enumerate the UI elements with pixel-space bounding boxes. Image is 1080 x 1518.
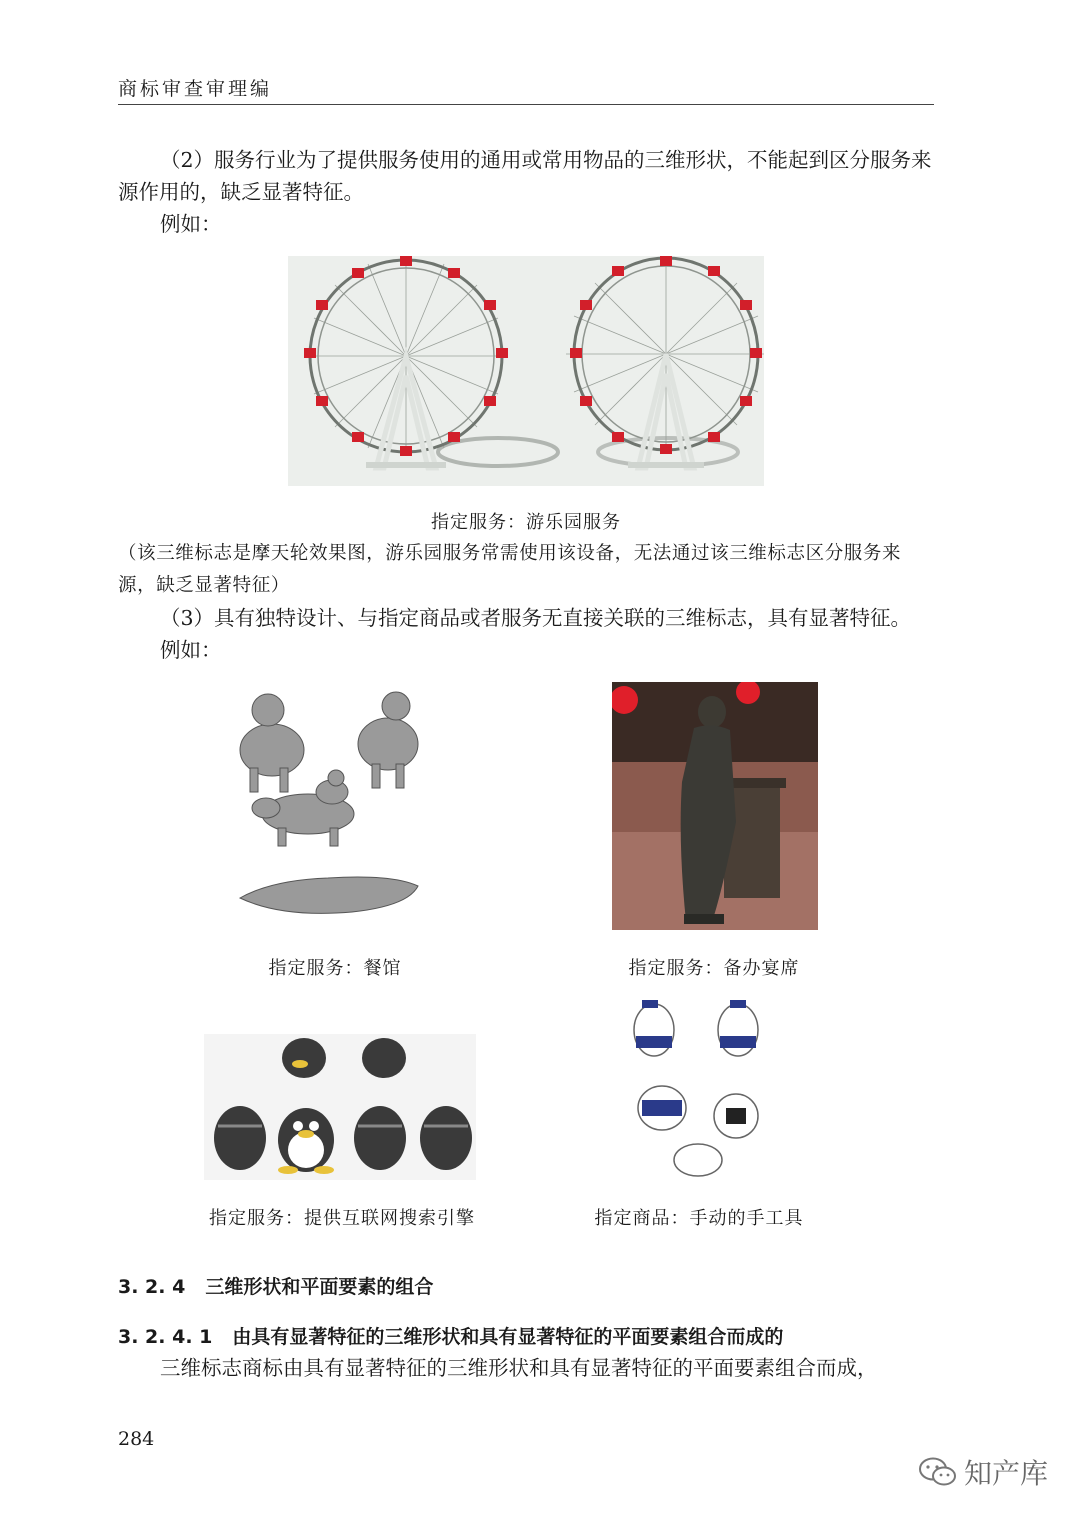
caption-restaurant: 指定服务：餐馆: [268, 958, 402, 979]
example-label-1: 例如：: [160, 212, 222, 236]
header-rule: [118, 104, 934, 105]
cartoon-tool-image: [622, 996, 778, 1180]
body-paragraph: 三维标志商标由具有显著特征的三维形状和具有显著特征的平面要素组合而成，: [160, 1356, 878, 1380]
note-ferris-wheel: （该三维标志是摩天轮效果图，游乐园服务常需使用该设备，无法通过该三维标志区分服务来源，缺乏显著特征）: [118, 543, 902, 596]
wechat-icon: [918, 1456, 958, 1488]
section-number: 3. 2. 4: [118, 1276, 186, 1298]
caption-banquet: 指定服务：备办宴席: [628, 958, 800, 979]
running-header: 商标审查审理编: [118, 78, 273, 100]
example-label-2: 例如：: [160, 638, 222, 662]
watermark: [918, 1452, 1048, 1492]
section-heading-3-2-4-1: [118, 1322, 783, 1349]
paragraph-2: （2）服务行业为了提供服务使用的通用或常用物品的三维形状，不能起到区分服务来源作用的，缺乏显著特征。: [118, 148, 932, 204]
page-number: 284: [118, 1428, 155, 1450]
ox-sculpture-image: [232, 684, 424, 924]
section-heading-3-2-4: [118, 1272, 433, 1299]
paragraph-3: （3）具有独特设计、与指定商品或者服务无直接关联的三维标志，具有显著特征。: [160, 606, 912, 630]
caption-search-engine: 指定服务：提供互联网搜索引擎: [209, 1208, 475, 1229]
caption-hand-tools: 指定商品：手动的手工具: [594, 1208, 804, 1229]
subsection-title: 由具有显著特征的三维形状和具有显著特征的平面要素组合而成的: [232, 1326, 784, 1348]
statue-photo: [612, 682, 818, 930]
watermark-text: 知产库: [964, 1457, 1049, 1490]
section-title: 三维形状和平面要素的组合: [205, 1276, 434, 1298]
caption-ferris-wheel: 指定服务：游乐园服务: [431, 512, 621, 533]
penguin-image: [204, 1034, 476, 1180]
ferris-wheel-image: [288, 256, 764, 486]
subsection-number: 3. 2. 4. 1: [118, 1326, 213, 1348]
